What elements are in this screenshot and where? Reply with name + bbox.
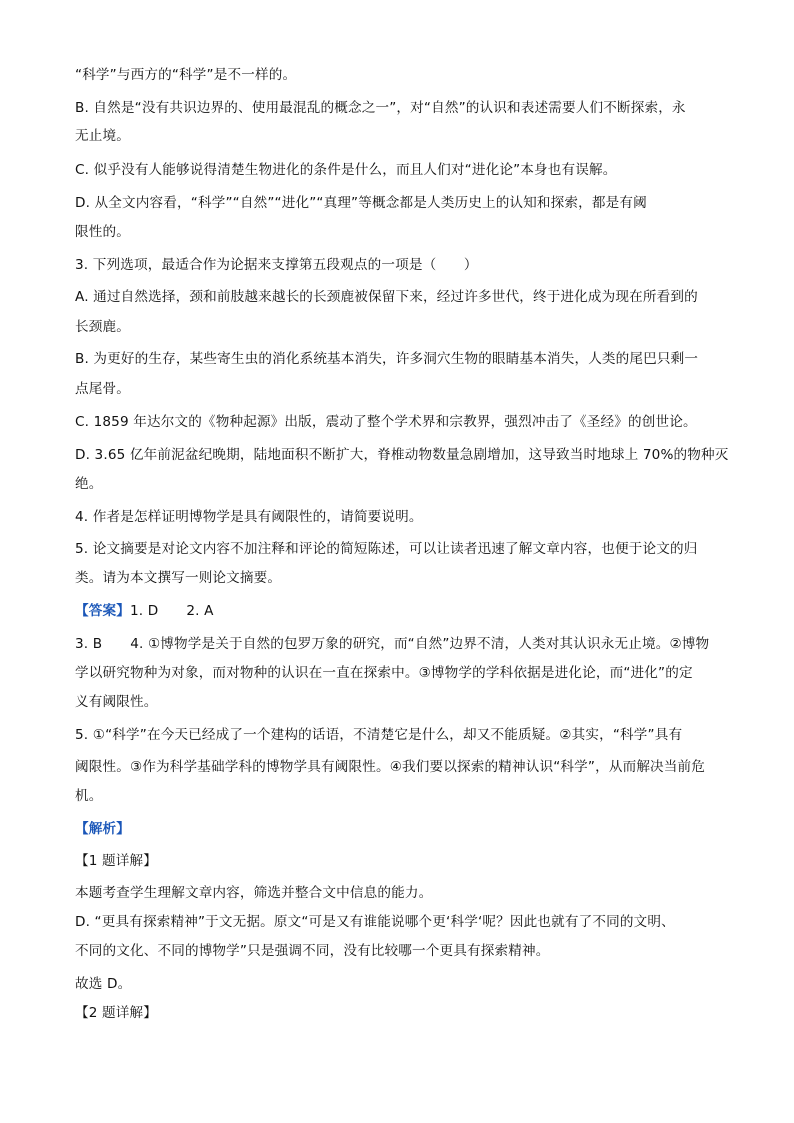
text-line: B. 为更好的生存，某些寄生虫的消化系统基本消失，许多洞穴生物的眼睛基本消失，人类的尾巴只剩一 (75, 351, 699, 367)
question-3: 3. 下列选项，最适合作为论据来支撑第五段观点的一项是（ ） (75, 257, 478, 273)
text-line: A. 通过自然选择，颈和前肢越来越长的长颈鹿被保留下来，经过许多世代，终于进化成为现在所看到的 (75, 289, 698, 305)
text-line: D. 3.65 亿年前泥盆纪晚期，陆地面积不断扩大，脊椎动物数量急剧增加，这导致当时地球上 70%的物种灭 (75, 447, 729, 463)
text-line: 不同的文化、不同的博物学”只是强调不同，没有比较哪一个更具有探索精神。 (75, 943, 550, 959)
answer-line-2 (75, 635, 735, 653)
text-line: 绝。 (75, 476, 103, 492)
question-4: 4. 作者是怎样证明博物学是具有阈限性的，请简要说明。 (75, 509, 423, 525)
detail-heading-2: 【2 题详解】 (75, 1005, 157, 1021)
answer-3: 3. B (75, 636, 103, 652)
text-line: 学以研究物种为对象，而对物种的认识在一直在探索中。③博物学的学科依据是进化论，而“进化”的定 (75, 665, 693, 681)
text-line: 阈限性。③作为科学基础学科的博物学具有阈限性。④我们要以探索的精神认识“科学”，从而解决当前危 (75, 759, 706, 775)
analysis-tag: 【解析】 (75, 821, 130, 837)
text-line: 无止境。 (75, 128, 130, 144)
text-line: 点尾骨。 (75, 381, 130, 397)
answer-2: 2. A (186, 603, 214, 619)
text-line: 故选 D。 (75, 976, 132, 992)
detail-heading-1: 【1 题详解】 (75, 853, 157, 869)
text-line: 类。请为本文撰写一则论文摘要。 (75, 570, 282, 586)
text-line: 限性的。 (75, 224, 130, 240)
answer-tag: 【答案】 (75, 603, 130, 619)
text-line: “科学”与西方的“科学”是不一样的。 (75, 67, 297, 83)
text-line: 本题考查学生理解文章内容，筛选并整合文中信息的能力。 (75, 885, 433, 901)
answer-1: 1. D (129, 603, 159, 619)
text-line: 机。 (75, 788, 103, 804)
answer-4: 4. ①博物学是关于自然的包罗万象的研究，而“自然”边界不清，人类对其认识永无止境。②博物 (130, 636, 710, 652)
text-line: B. 自然是“没有共识边界的、使用最混乱的概念之一”，对“自然”的认识和表述需要人们不断探索，永 (75, 100, 686, 116)
text-line: D. “更具有探索精神”于文无据。原文“可是又有谁能说哪个更‘科学‘呢？因此也就有了不同的文明、 (75, 914, 675, 930)
text-line: C. 1859 年达尔文的《物种起源》出版，震动了整个学术界和宗教界，强烈冲击了《圣经》的创世论。 (75, 414, 697, 430)
text-line: C. 似乎没有人能够说得清楚生物进化的条件是什么，而且人们对“进化论”本身也有误解。 (75, 162, 617, 178)
text-line: 5. ①“科学”在今天已经成了一个建构的话语，不清楚它是什么，却又不能质疑。②其实，“科学”具有 (75, 727, 683, 743)
text-line: D. 从全文内容看，“科学”“自然”“进化”“真理”等概念都是人类历史上的认知和探索，都是有阈 (75, 195, 647, 211)
answer-line (75, 602, 735, 620)
text-line: 长颈鹿。 (75, 319, 130, 335)
question-5: 5. 论文摘要是对论文内容不加注释和评论的简短陈述，可以让读者迅速了解文章内容，也便于论文的归 (75, 541, 698, 557)
text-line: 义有阈限性。 (75, 694, 158, 710)
